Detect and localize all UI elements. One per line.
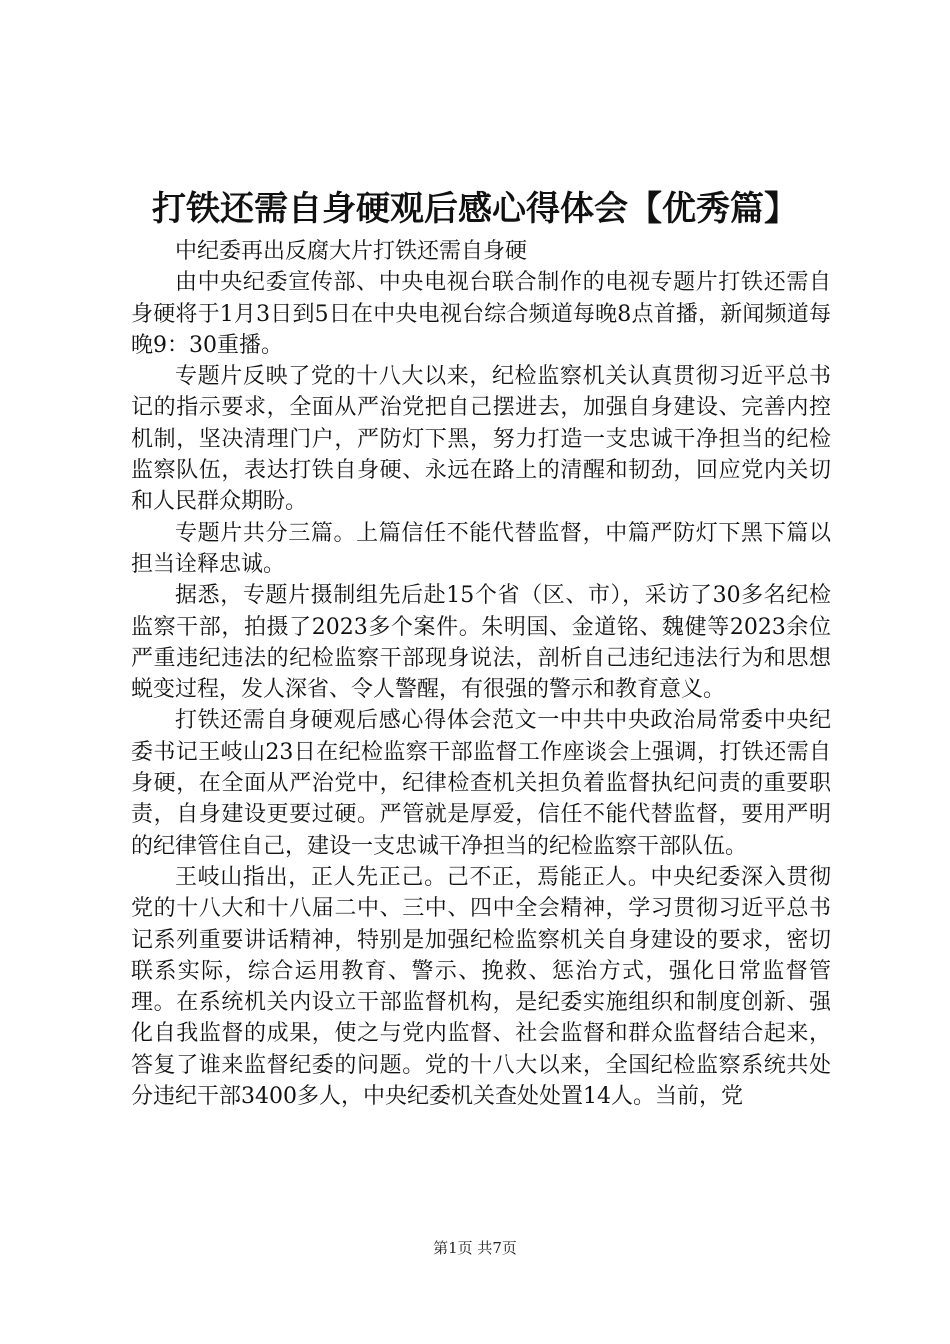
document-title: 打铁还需自身硬观后感心得体会【优秀篇】 [152, 189, 798, 229]
paragraph-4: 专题片共分三篇。上篇信任不能代替监督，中篇严防灯下黑下篇以担当诠释忠诚。 [131, 520, 831, 577]
paragraph-5: 据悉，专题片摄制组先后赴15个省（区、市），采访了30多名纪检监察干部，拍摄了2023多个案件。朱明国、金道铭、魏健等2023余位严重违纪违法的纪检监察干部现身说法，剖析自己违纪违法行为和思想蜕变过程，发人深省、令人警醒，有很强的警示和教育意义。 [131, 583, 831, 703]
page-footer: 第1页 共7页 [433, 1239, 517, 1257]
paragraph-6: 打铁还需自身硬观后感心得体会范文一中共中央政治局常委中央纪委书记王岐山23日在纪检监察干部监督工作座谈会上强调，打铁还需自身硬，在全面从严治党中，纪律检查机关担负着监督执纪问责的重要职责，自身建设更要过硬。严管就是厚爱，信任不能代替监督，要用严明的纪律管住自己，建设一支忠诚干净担当的纪检监察干部队伍。 [131, 708, 831, 859]
paragraph-3: 专题片反映了党的十八大以来，纪检监察机关认真贯彻习近平总书记的指示要求，全面从严治党把自己摆进去，加强自身建设、完善内控机制，坚决清理门户，严防灯下黑，努力打造一支忠诚干净担当的纪检监察队伍，表达打铁自身硬、永远在路上的清醒和韧劲，回应党内关切和人民群众期盼。 [131, 364, 831, 515]
paragraph-1: 中纪委再出反腐大片打铁还需自身硬 [175, 239, 528, 264]
document-body [131, 236, 831, 1112]
paragraph-7: 王岐山指出，正人先正己。己不正，焉能正人。中央纪委深入贯彻党的十八大和十八届二中、三中、四中全会精神，学习贯彻习近平总书记系列重要讲话精神，特别是加强纪检监察机关自身建设的要求，密切联系实际，综合运用教育、警示、挽救、惩治方式，强化日常监督管理。在系统机关内设立干部监督机构，是纪委实施组织和制度创新、强化自我监督的成果，使之与党内监督、社会监督和群众监督结合起来，答复了谁来监督纪委的问题。党的十八大以来，全国纪检监察系统共处分违纪干部3400多人，中央纪委机关查处处置14人。当前，党 [131, 864, 831, 1110]
paragraph-2: 由中央纪委宣传部、中央电视台联合制作的电视专题片打铁还需自身硬将于1月3日到5日在中央电视台综合频道每晚8点首播，新闻频道每晚9：30重播。 [131, 270, 831, 358]
